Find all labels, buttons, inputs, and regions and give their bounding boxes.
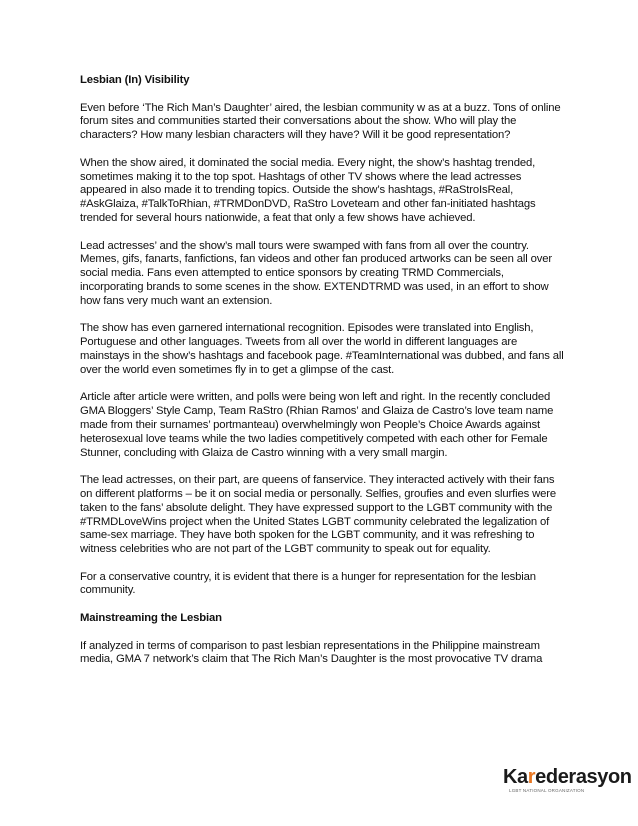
kaederasyon-logo (503, 766, 632, 800)
logo-text-start: Ka (503, 766, 528, 788)
section-heading-mainstreaming: Mainstreaming the Lesbian (80, 612, 222, 625)
logo-text-accent: r (527, 766, 536, 788)
section-heading-visibility: Lesbian (In) Visibility (80, 74, 190, 86)
logo-text-end: ederasyon (535, 766, 632, 788)
logo-wordmark (503, 766, 632, 788)
paragraph-intro: Even before ‘The Rich Man’s Daughter’ aired, the lesbian community w as at a buzz. Tons of online forum sites and communities started their conversations about the show. Who will play the characters? How many lesbian characters will they have? Will it be good representation? (80, 101, 561, 142)
paragraph-analysis: If analyzed in terms of comparison to past lesbian representations in the Philippine mainstream media, GMA 7 network’s claim that The Rich Man’s Daughter is the most provocative TV drama (80, 639, 543, 666)
paragraph-fanservice: The lead actresses, on their part, are queens of fanservice. They interacted actively with their fans on different platforms – be it on social media or personally. Selfies, groufies and even slurfies were taken to the fans’ absolute delight. They have expressed support to the LGBT community with the #TRMDLoveWins project when the United States LGBT community celebrated the legalization of same-sex marriage. They have both spoken for the LGBT community, and it was refreshing to witness celebrities who are not part of the LGBT community to speak out for equality. (80, 474, 556, 556)
paragraph-social-media: When the show aired, it dominated the social media. Every night, the show’s hashtag trended, sometimes making it to the top spot. Hashtags of other TV shows where the lead actresses appeared in also made it to trending topics. Outside the show’s hashtags, #RaStroIsReal, #AskGlaiza, #TalkToRhian, #TRMDonDVD, RaStro Loveteam and other fan-initiated hashtags trended for several hours nationwide, a feat that only a few shows have achieved. (80, 156, 536, 224)
paragraph-international: The show has even garnered international recognition. Episodes were translated into English, Portuguese and other languages. Tweets from all over the world in different languages are mainstays in the show’s hashtags and facebook page. #TeamInternational was dubbed, and fans all over the world even sometimes fly in to get a glimpse of the cast. (80, 322, 564, 376)
paragraph-conservative-country: For a conservative country, it is evident that there is a hunger for representation for the lesbian community. (80, 570, 536, 597)
logo-tagline: LGBT NATIONAL ORGANIZATION (509, 788, 585, 793)
paragraph-mall-tours: Lead actresses’ and the show’s mall tours were swamped with fans from all over the country. Memes, gifs, fanarts, fanfictions, fan videos and other fan produced artworks can be seen all over social media. Fans even attempted to entice sponsors by creating TRMD Commercials, incorporating brands to some scenes in the show. EXTENDTRMD was used, in an effort to show how fans very much want an extension. (80, 239, 552, 307)
document-body (80, 74, 564, 681)
paragraph-articles-polls: Article after article were written, and polls were being won left and right. In the recently concluded GMA Bloggers’ Style Camp, Team RaStro (Rhian Ramos’ and Glaiza de Castro’s love team name made from their surnames’ portmanteau) overwhelmingly won People’s Choice Awards against heterosexual love teams while the two ladies competitively competed with each other for Female Stunner, concluding with Glaiza de Castro winning with a very small margin. (80, 391, 554, 459)
